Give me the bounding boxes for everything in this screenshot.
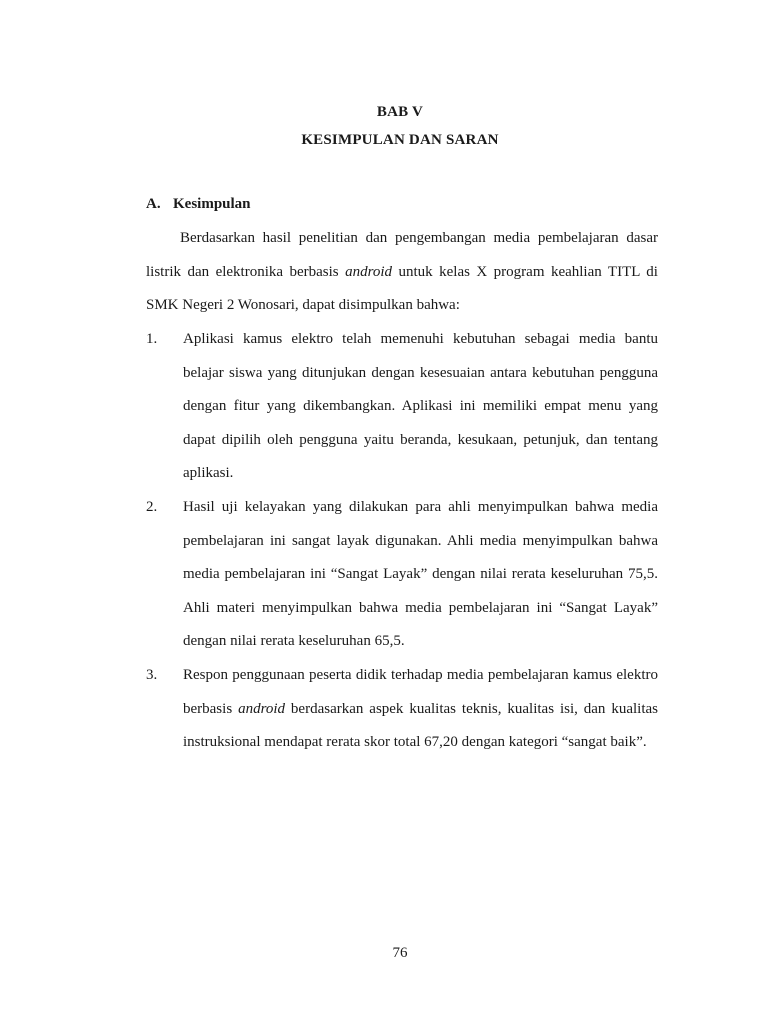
list-item xyxy=(146,491,658,659)
intro-text-part1: Berdasarkan hasil penelitian dan pengembangan media pembelajaran dasar listrik dan elektronika berbasis xyxy=(146,230,658,280)
conclusion-list-1 xyxy=(146,323,658,491)
intro-text-italic: android xyxy=(345,263,393,280)
conclusion-list-3 xyxy=(146,659,658,760)
list-item-text: Aplikasi kamus elektro telah memenuhi kebutuhan sebagai media bantu belajar siswa yang ditunjukan dengan kesesuaian antara kebutuhan pengguna dengan fitur yang dikembangkan. Aplikasi ini memiliki empat menu yang dapat dipilih oleh pengguna yaitu beranda, kesukaan, petunjuk, dan tentang aplikasi. xyxy=(183,331,658,481)
list-item-number: 1. xyxy=(146,331,158,347)
list-item-text-italic: android xyxy=(238,700,286,717)
section-heading xyxy=(146,196,251,213)
list-item-text-part2: berdasarkan aspek kualitas teknis, kualitas isi, dan kualitas instruksional mendapat rerata skor total 67,20 dengan kategori “sangat baik”. xyxy=(183,700,658,750)
list-item-text-part1: Respon penggunaan peserta didik terhadap media pembelajaran kamus elektro berbasis xyxy=(183,667,658,717)
section-title: Kesimpulan xyxy=(173,196,251,212)
intro-text-part2: untuk kelas X program keahlian TITL di SMK Negeri 2 Wonosari, dapat disimpulkan bahwa: xyxy=(146,263,658,313)
chapter-number: BAB V xyxy=(376,104,424,120)
section-letter: A. xyxy=(146,196,161,212)
list-item-number: 2. xyxy=(146,499,158,515)
chapter-title: KESIMPULAN DAN SARAN xyxy=(301,132,499,148)
list-item-text: Hasil uji kelayakan yang dilakukan para ahli menyimpulkan bahwa media pembelajaran ini sangat layak digunakan. Ahli media menyimpulkan bahwa media pembelajaran ini “Sangat Layak” dengan nilai rerata keseluruhan 75,5. Ahli materi menyimpulkan bahwa media pembelajaran ini “Sangat Layak” dengan nilai rerata keseluruhan 65,5. xyxy=(183,499,658,649)
list-item-number: 3. xyxy=(146,667,158,683)
intro-paragraph xyxy=(146,222,658,323)
conclusion-list-2 xyxy=(146,491,658,659)
list-item xyxy=(146,659,658,760)
page-number: 76 xyxy=(392,945,408,961)
list-item xyxy=(146,323,658,491)
